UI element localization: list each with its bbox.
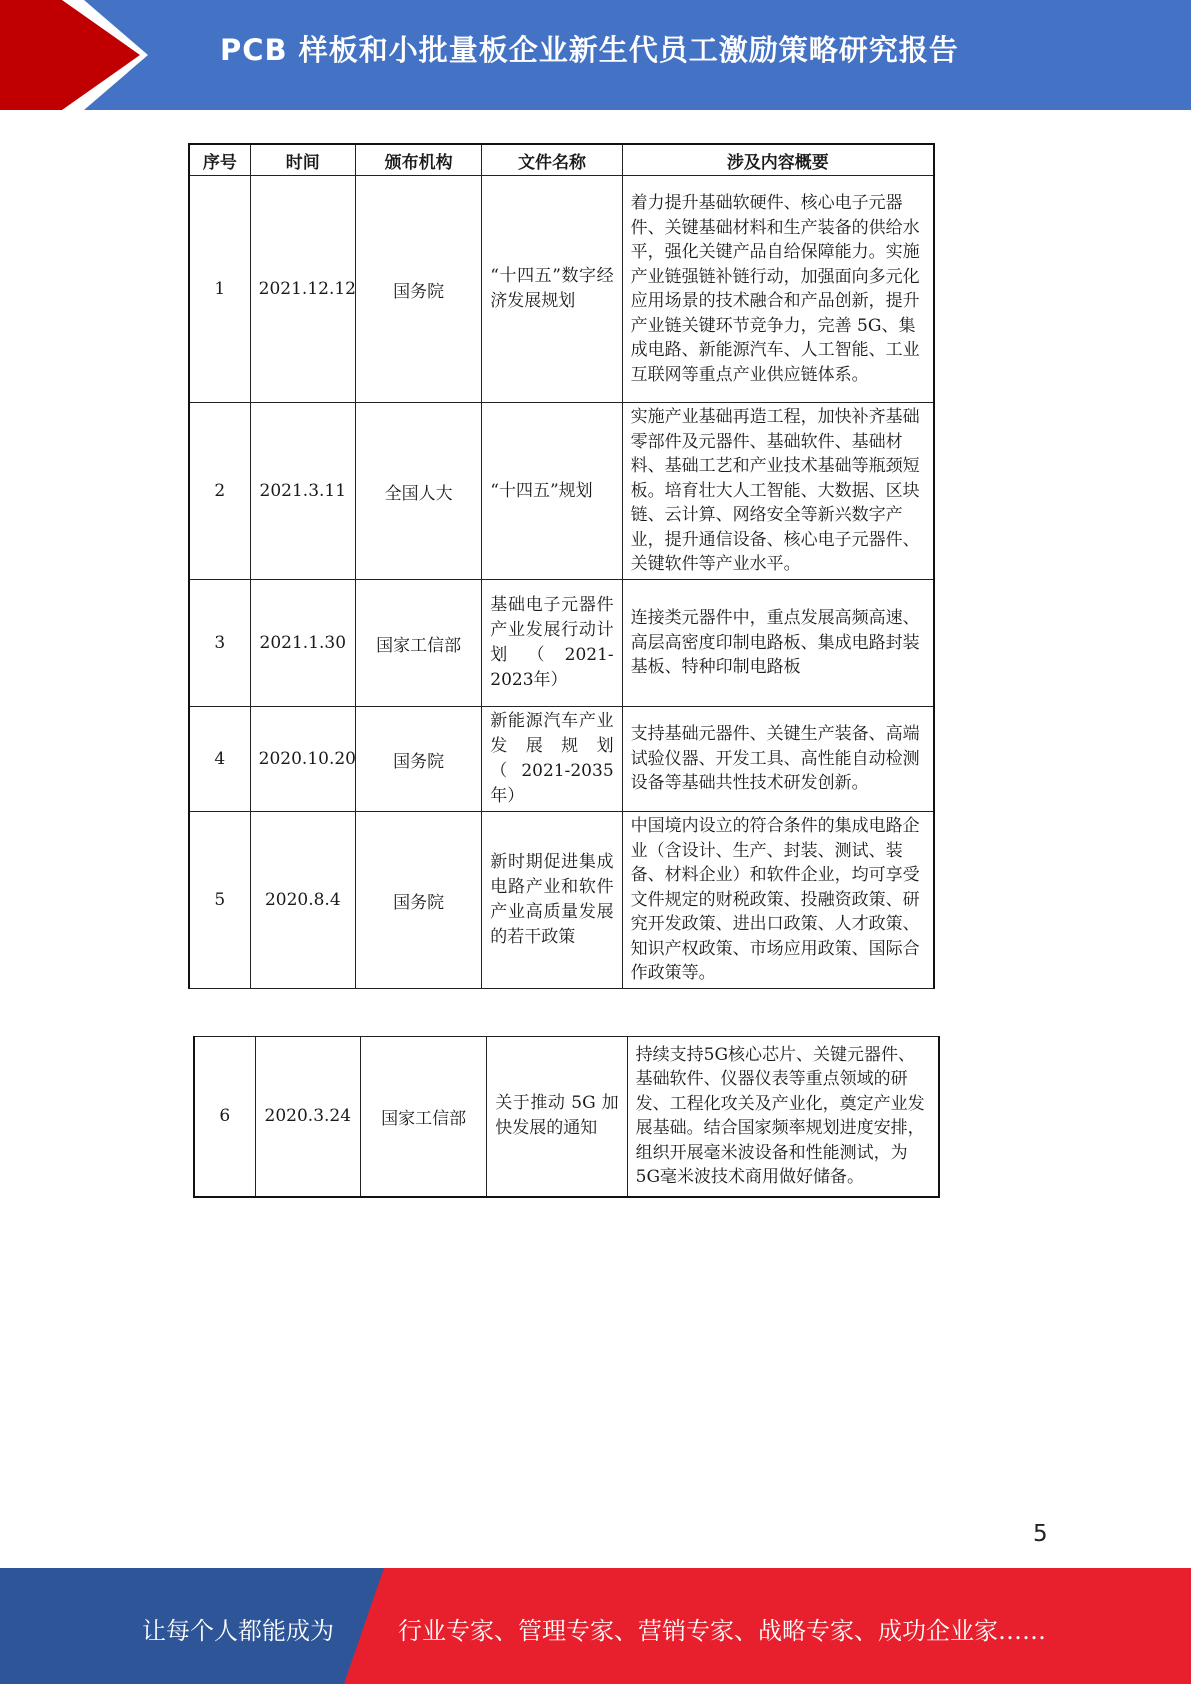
table-row bbox=[194, 1037, 939, 1197]
table-row bbox=[189, 176, 934, 403]
policy-table bbox=[188, 143, 935, 989]
footer-banner bbox=[0, 1568, 1191, 1684]
row-document-name: 新能源汽车产业发展规划（2021-2035年） bbox=[482, 707, 622, 812]
row-date: 2020.3.24 bbox=[255, 1037, 360, 1197]
table-header-row bbox=[189, 144, 934, 176]
column-header: 序号 bbox=[189, 144, 250, 176]
row-document-name: 新时期促进集成电路产业和软件产业高质量发展的若干政策 bbox=[482, 812, 622, 989]
row-number: 1 bbox=[189, 176, 250, 403]
row-date: 2021.12.12 bbox=[250, 176, 355, 403]
row-document-name: 关于推动 5G 加快发展的通知 bbox=[487, 1037, 627, 1197]
row-date: 2020.8.4 bbox=[250, 812, 355, 989]
row-issuer: 国务院 bbox=[355, 812, 481, 989]
row-summary: 支持基础元器件、关键生产装备、高端试验仪器、开发工具、高性能自动检测设备等基础共性技术研发创新。 bbox=[622, 707, 934, 812]
row-summary: 着力提升基础软硬件、核心电子元器件、关键基础材料和生产装备的供给水平，强化关键产品自给保障能力。实施产业链强链补链行动，加强面向多元化应用场景的技术融合和产品创新，提升产业链关键环节竞争力，完善 5G、集成电路、新能源汽车、人工智能、工业互联网等重点产业供应链体系。 bbox=[622, 176, 934, 403]
row-date: 2020.10.20 bbox=[250, 707, 355, 812]
table-row bbox=[189, 812, 934, 989]
row-document-name: 基础电子元器件产业发展行动计划（2021-2023年） bbox=[482, 580, 622, 707]
row-date: 2021.1.30 bbox=[250, 580, 355, 707]
row-document-name: “十四五”数字经济发展规划 bbox=[482, 176, 622, 403]
row-issuer: 国务院 bbox=[355, 707, 481, 812]
footer-slogan-right: 行业专家、管理专家、营销专家、战略专家、成功企业家…… bbox=[398, 1617, 1046, 1645]
report-title: PCB 样板和小批量板企业新生代员工激励策略研究报告 bbox=[220, 33, 959, 67]
footer-slogan-left: 让每个人都能成为 bbox=[142, 1617, 334, 1645]
column-header: 文件名称 bbox=[482, 144, 622, 176]
row-number: 6 bbox=[194, 1037, 255, 1197]
policy-table-continued bbox=[193, 1036, 940, 1198]
row-number: 2 bbox=[189, 403, 250, 580]
row-summary: 连接类元器件中，重点发展高频高速、高层高密度印制电路板、集成电路封装基板、特种印制电路板 bbox=[622, 580, 934, 707]
table-row bbox=[189, 707, 934, 812]
column-header: 时间 bbox=[250, 144, 355, 176]
table-row bbox=[189, 580, 934, 707]
row-issuer: 国家工信部 bbox=[355, 580, 481, 707]
column-header: 涉及内容概要 bbox=[622, 144, 934, 176]
row-summary: 实施产业基础再造工程，加快补齐基础零部件及元器件、基础软件、基础材料、基础工艺和产业技术基础等瓶颈短板。培育壮大人工智能、大数据、区块链、云计算、网络安全等新兴数字产业，提升通信设备、核心电子元器件、关键软件等产业水平。 bbox=[622, 403, 934, 580]
row-number: 4 bbox=[189, 707, 250, 812]
row-summary: 中国境内设立的符合条件的集成电路企业（含设计、生产、封装、测试、装备、材料企业）和软件企业，均可享受文件规定的财税政策、投融资政策、研究开发政策、进出口政策、人才政策、知识产权政策、市场应用政策、国际合作政策等。 bbox=[622, 812, 934, 989]
row-issuer: 国务院 bbox=[355, 176, 481, 403]
row-issuer: 国家工信部 bbox=[360, 1037, 486, 1197]
row-number: 3 bbox=[189, 580, 250, 707]
row-date: 2021.3.11 bbox=[250, 403, 355, 580]
row-document-name: “十四五”规划 bbox=[482, 403, 622, 580]
row-number: 5 bbox=[189, 812, 250, 989]
header-banner bbox=[0, 0, 1191, 110]
column-header: 颁布机构 bbox=[355, 144, 481, 176]
page-number: 5 bbox=[1033, 1521, 1048, 1547]
row-summary: 持续支持5G核心芯片、关键元器件、基础软件、仪器仪表等重点领域的研发、工程化攻关及产业化，奠定产业发展基础。结合国家频率规划进度安排，组织开展毫米波设备和性能测试，为5G毫米波技术商用做好储备。 bbox=[627, 1037, 939, 1197]
row-issuer: 全国人大 bbox=[355, 403, 481, 580]
table-row bbox=[189, 403, 934, 580]
